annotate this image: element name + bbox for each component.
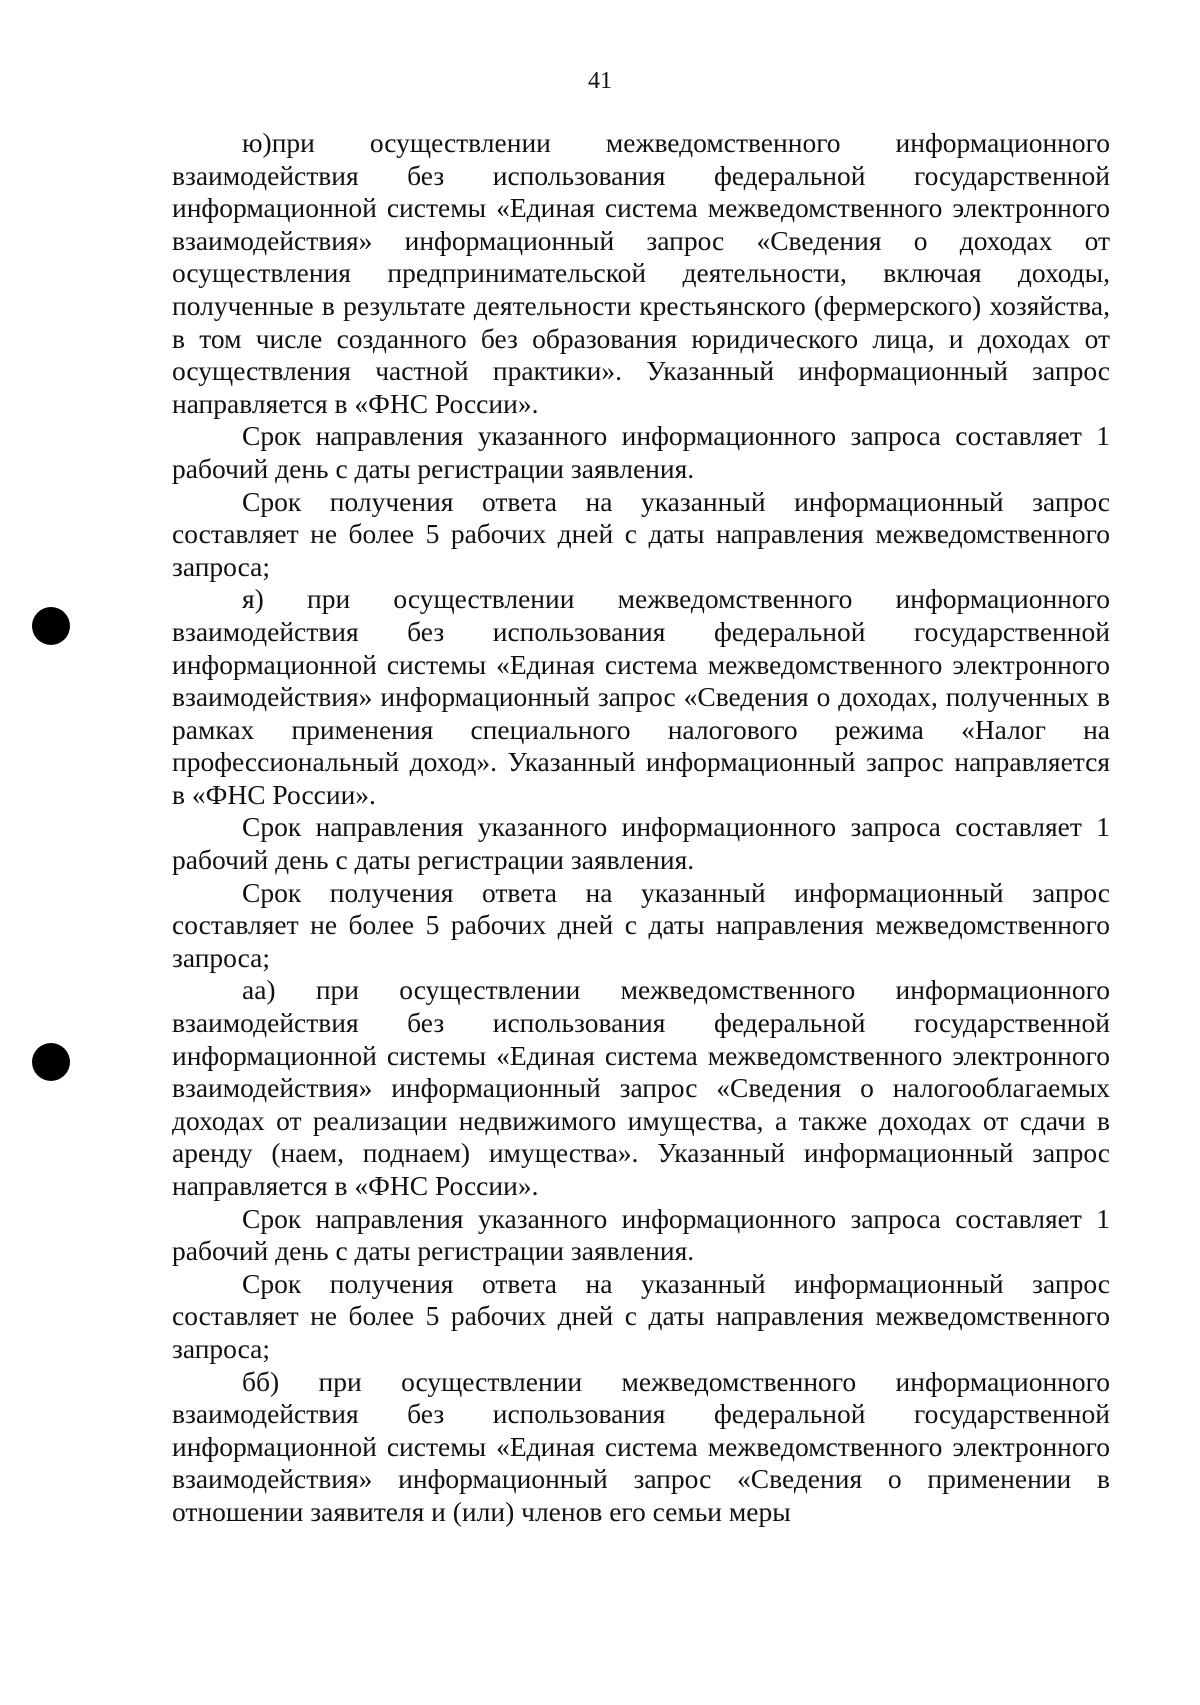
paragraph-send-term: Срок направления указанного информационного запроса составляет 1 рабочий день с даты регистрации заявления. xyxy=(172,811,1110,876)
page-number: 41 xyxy=(588,68,612,94)
paragraph-item-bb: бб) при осуществлении межведомственного информационного взаимодействия без использования федеральной государственной информационной системы «Единая система межведомственного электронного взаимодействия» информационный запрос «Сведения о применении в отношении заявителя и (или) членов его семьи меры xyxy=(172,1365,1110,1527)
paragraph-item-yu: ю)при осуществлении межведомственного информационного взаимодействия без использования федеральной государственной информационной системы «Единая система межведомственного электронного взаимодействия» информационный запрос «Сведения о доходах от осуществления предпринимательской деятельности, включая доходы, полученные в результате деятельности крестьянского (фермерского) хозяйства, в том числе созданного без образования юридического лица, и доходах от осуществления частной практики». Указанный информационный запрос направляется в «ФНС России». xyxy=(172,127,1110,419)
paragraph-send-term: Срок направления указанного информационного запроса составляет 1 рабочий день с даты регистрации заявления. xyxy=(172,420,1110,484)
document-body xyxy=(172,127,1110,1529)
paragraph-response-term: Срок получения ответа на указанный информационный запрос составляет не более 5 рабочих дней с даты направления межведомственного запроса; xyxy=(172,876,1110,973)
punch-hole-mark xyxy=(32,1043,70,1081)
paragraph-item-aa: аа) при осуществлении межведомственного информационного взаимодействия без использования федеральной государственной информационной системы «Единая система межведомственного электронного взаимодействия» информационный запрос «Сведения о налогооблагаемых доходах от реализации недвижимого имущества, а также доходах от сдачи в аренду (наем, поднаем) имущества». Указанный информационный запрос направляется в «ФНС России». xyxy=(172,974,1110,1201)
paragraph-send-term: Срок направления указанного информационного запроса составляет 1 рабочий день с даты регистрации заявления. xyxy=(172,1202,1110,1267)
paragraph-item-ya: я) при осуществлении межведомственного информационного взаимодействия без использования федеральной государственной информационной системы «Единая система межведомственного электронного взаимодействия» информационный запрос «Сведения о доходах, полученных в рамках применения специального налогового режима «Налог на профессиональный доход». Указанный информационный запрос направляется в «ФНС России». xyxy=(172,583,1110,810)
paragraph-response-term: Срок получения ответа на указанный информационный запрос составляет не более 5 рабочих дней с даты направления межведомственного запроса; xyxy=(172,485,1110,582)
paragraph-response-term: Срок получения ответа на указанный информационный запрос составляет не более 5 рабочих дней с даты направления межведомственного запроса; xyxy=(172,1267,1110,1364)
punch-hole-mark xyxy=(32,607,70,645)
